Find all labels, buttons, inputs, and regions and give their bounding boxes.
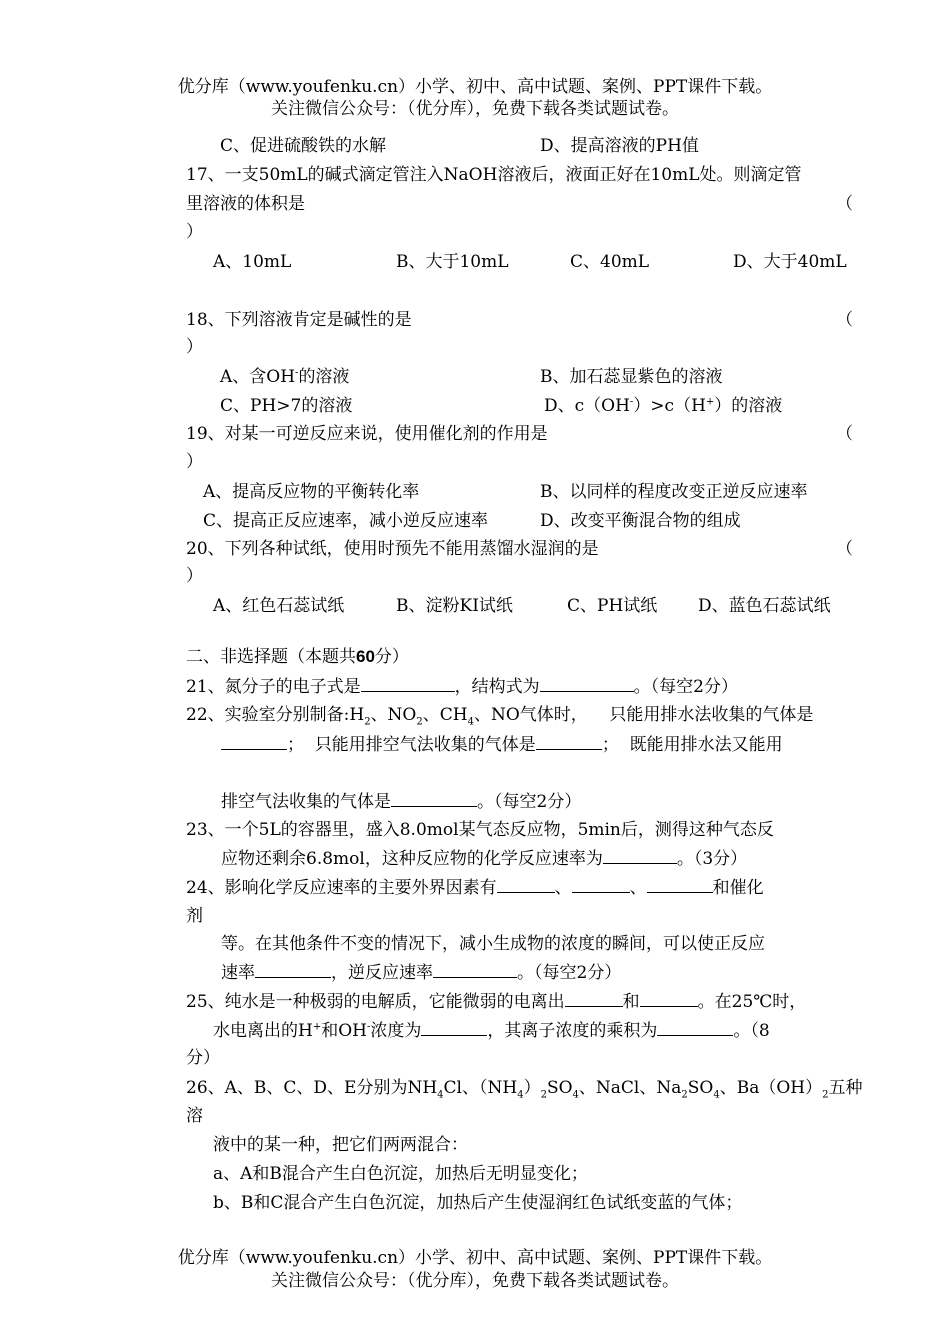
header-line-1: 优分库（www.youfenku.cn）小学、初中、高中试题、案例、PPT课件下载。 [177,77,773,97]
q24-line-3: 等。在其他条件不变的情况下，减小生成物的浓度的瞬间，可以使正反应 [221,934,765,954]
q26-line-1: 26、A、B、C、D、E分别为$NH_4Cl$、$(NH_4)_2SO_4$、NaCl、$Na_2SO_4$、$Ba(OH)_2$五种 [186,1078,863,1101]
q19-option-b: B、以同样的程度改变正逆反应速率 [540,482,808,502]
q18-answer-paren-open: （ [836,310,853,330]
q17-answer-paren-close: ） [186,222,203,242]
q19-option-c: C、提高正反应速率，减小逆反应速率 [203,511,489,531]
q20-option-b: B、淀粉KI试纸 [396,596,513,616]
q16-option-d: D、提高溶液的PH值 [540,136,699,156]
q24-line-2: 剂 [186,906,203,926]
q26-condition-b: b、B和C混合产生白色沉淀，加热后产生使湿润红色试纸变蓝的气体； [213,1193,743,1213]
q20-answer-paren-open: （ [836,539,853,559]
q25-line-3: 分） [186,1048,220,1068]
q25-line-2: 水电离出的H+和OH-浓度为 ，其离子浓度的乘积为 。（8 [213,1021,770,1041]
q19-answer-paren-open: （ [836,424,853,444]
footer-line-1: 优分库（www.youfenku.cn）小学、初中、高中试题、案例、PPT课件下载。 [177,1248,773,1268]
section-2-title: 二、非选择题（本题共60分） [186,647,409,667]
q17-option-a: A、10mL [213,252,292,272]
q17-option-d: D、大于40mL [733,252,847,272]
header-line-2: 关注微信公众号：（优分库），免费下载各类试题试卷。 [271,99,679,119]
q24-line-1: 24、影响化学反应速率的主要外界因素有 、 、 和催化 [186,878,764,898]
q20-option-c: C、PH试纸 [567,596,658,616]
q16-option-c: C、促进硫酸铁的水解 [220,136,387,156]
q20-stem: 20、下列各种试纸，使用时预先不能用蒸馏水湿润的是 [186,539,599,559]
q25-line-1: 25、纯水是一种极弱的电解质，它能微弱的电离出 和 。在25℃时， [186,992,807,1012]
q17-answer-paren-open: （ [836,194,853,214]
q19-option-a: A、提高反应物的平衡转化率 [203,482,420,502]
q18-option-d: D、c（OH-）>c（H+）的溶液 [544,396,783,416]
q18-answer-paren-close: ） [186,337,203,357]
q18-stem: 18、下列溶液肯定是碱性的是 [186,310,412,330]
q23-line-2: 应物还剩余6.8mol，这种反应物的化学反应速率为 。（3分） [221,849,748,869]
q20-option-a: A、红色石蕊试纸 [213,596,345,616]
q26-condition-a: a、A和B混合产生白色沉淀，加热后无明显变化； [213,1164,588,1184]
q19-option-d: D、改变平衡混合物的组成 [540,511,741,531]
q26-line-2: 溶 [186,1106,203,1126]
footer-line-2: 关注微信公众号：（优分库），免费下载各类试题试卷。 [271,1271,679,1291]
q17-option-b: B、大于10mL [396,252,509,272]
q22-line-1: 22、实验室分别制备$:H_2$、$NO_2$、$CH_4$、NO气体时， 只能用排水法收集的气体是 [186,705,814,728]
q18-option-b: B、加石蕊显紫色的溶液 [540,367,723,387]
q26-line-3: 液中的某一种，把它们两两混合： [213,1135,468,1155]
q24-line-4: 速率 ，逆反应速率 。（每空2分） [221,963,622,983]
q17-stem-line-2: 里溶液的体积是 [186,194,305,214]
q18-option-c: C、PH>7的溶液 [220,396,353,416]
q20-answer-paren-close: ） [186,566,203,586]
q22-line-2: ； 只能用排空气法收集的气体是 ； 既能用排水法又能用 [221,733,783,756]
q20-option-d: D、蓝色石蕊试纸 [698,596,831,616]
q23-line-1: 23、一个5L的容器里，盛入8.0mol某气态反应物，5min后，测得这种气态反 [186,820,774,840]
q19-answer-paren-close: ） [186,452,203,472]
q22-line-3: 排空气法收集的气体是 。（每空2分） [221,792,582,812]
q17-stem-line-1: 17、一支50mL的碱式滴定管注入NaOH溶液后，液面正好在10mL处。则滴定管 [186,165,802,185]
q17-option-c: C、40mL [570,252,650,272]
q18-option-a: A、含OH-的溶液 [220,367,350,387]
q21-line: 21、氮分子的电子式是 ，结构式为 。（每空2分） [186,677,738,697]
q19-stem: 19、对某一可逆反应来说，使用催化剂的作用是 [186,424,548,444]
